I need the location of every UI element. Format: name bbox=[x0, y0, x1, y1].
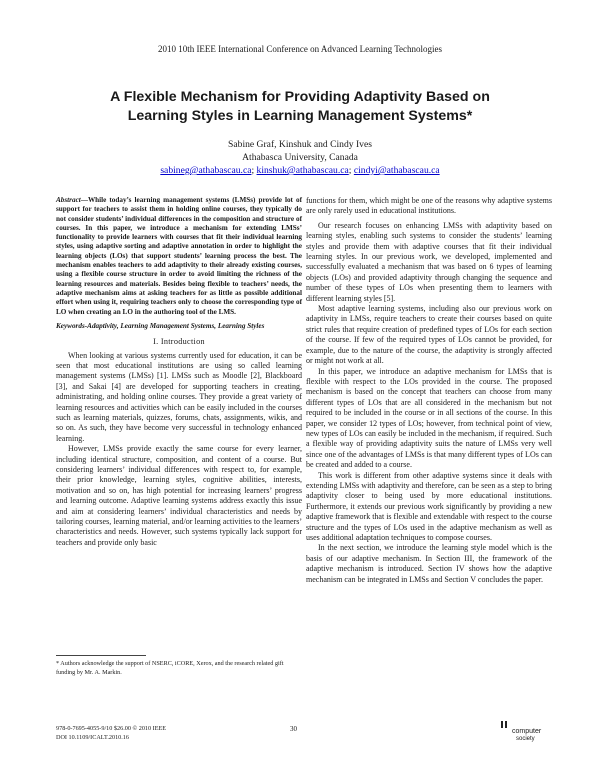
abstract bbox=[56, 196, 302, 317]
computer-society-logo bbox=[500, 720, 550, 746]
email-separator-1: ; bbox=[251, 165, 255, 176]
left-column bbox=[56, 196, 302, 548]
footnote-divider bbox=[56, 655, 146, 656]
abstract-text: —While today’s learning management systems (LMSs) provide lot of support for teachers to assist them in holding online courses, they typically do not consider students’ individual differences in the composition and structure of courses. In this paper, we introduce a mechanism for extending LMSs’ functionality to provide learners with courses that fit their individual learning styles, using adaptive sorting and adaptive annotation in order to highlight the learning objects (LOs) that support students’ learning process the best. The mechanism enables teachers to add adaptivity to their already existing courses, using a flexible course structure in order to avoid limiting the richness of the learning resources and materials. Besides being flexible to teachers’ needs, the adaptive mechanism aims at asking teachers for as little as possible additional effort when using it, requiring teachers only to choose the corresponding type of LO when creating an LO in the authoring tool of the LMS. bbox=[56, 196, 302, 316]
paragraph-1: When looking at various systems currently used for education, it can be seen that most educational institutions are using so called learning management systems (LMSs) [1]. LMSs such as Moodle [2], Blackboard [3], and Sakai [4] are developed for supporting teachers in creating, administrating, and holding online courses. They provide a great variety of learning resources and activities which can be easily included in the courses such as learning materials, quizzes, forums, chats, assignments, wikis, and so on. As such, they have become very successful in technology enhanced learning. bbox=[56, 350, 302, 443]
email-link-3[interactable]: cindyi@athabascau.ca bbox=[353, 165, 440, 176]
paragraph-6: In this paper, we introduce an adaptive mechanism for LMSs that is flexible with respect to the LOs provided in the course. The proposed mechanism is based on the concept that teachers can choose from many different types of LOs that are all considered in the mechanism but not required to be included in the course or in all sections of the course. In this paper, we consider 12 types of LOs; however, from technical point of view, new types of LOs can easily be included in the mechanism, if required. Such a flexible way of providing adaptivity suits the nature of LMSs very well since one of the advantages of LMSs is that many different types of LOs can be created and added to a course. bbox=[306, 366, 552, 470]
paragraph-4: Our research focuses on enhancing LMSs with adaptivity based on learning styles, enabling such systems to consider the students’ learning styles and provide them with adaptive courses that fit their individual learning styles. In our previous work, we developed, implemented and successfully evaluated a mechanism that was based on 6 types of learning objects (LOs) and provided adaptivity through changing the sequence and number of these types of LOs when presenting them to learners with different learning styles [5]. bbox=[306, 220, 552, 303]
paragraph-5: Most adaptive learning systems, including also our previous work on adaptivity in LMSs, require teachers to create their courses based on quite strict rules that require creation of predefined types of LOs for each section of the course. If few of the required types of LOs cannot be provided, for example, due to the nature of the course, the adaptivity is strongly affected or might not work at all. bbox=[306, 304, 552, 366]
footer-doi: DOI 10.1109/ICALT.2010.16 bbox=[56, 733, 129, 741]
author-emails bbox=[0, 164, 600, 177]
right-column bbox=[306, 196, 552, 585]
keywords: Keywords-Adaptivity, Learning Management Systems, Learning Styles bbox=[56, 321, 265, 330]
logo-text-society: society bbox=[516, 736, 535, 742]
title-line-1: A Flexible Mechanism for Providing Adaptivity Based on bbox=[110, 89, 490, 105]
conference-header: 2010 10th IEEE International Conference on Advanced Learning Technologies bbox=[157, 44, 443, 54]
page-number: 30 bbox=[290, 725, 297, 733]
footer-publication-info bbox=[56, 725, 166, 742]
paragraph-8: In the next section, we introduce the learning style model which is the basis of our adaptive mechanism. In Section III, the framework of the adaptive mechanism is introduced. Section IV shows how the adaptive mechanism can be integrated in LMSs and Section V concludes the paper. bbox=[306, 543, 552, 584]
title-line-2: Learning Styles in Learning Management Systems* bbox=[127, 108, 473, 124]
paragraph-7: This work is different from other adaptive systems since it deals with extending LMSs with adaptivity and therefore, can be seen as a step to bring adaptivity closer to being used by more educational institutions. Furthermore, it extends our previous work significantly by providing a new adaptive framework that is flexible and extendable with respect to the course structure and the types of LOs used in the adaptive mechanism as well as uses additional adaptation techniques to compose courses. bbox=[306, 470, 552, 542]
author-names: Sabine Graf, Kinshuk and Cindy Ives bbox=[228, 139, 372, 150]
paper-title bbox=[60, 88, 540, 126]
section-heading-introduction: I. Introduction bbox=[153, 337, 205, 347]
footer-isbn: 978-0-7695-4055-9/10 $26.00 © 2010 IEEE bbox=[56, 725, 167, 732]
email-link-1[interactable]: sabineg@athabascau.ca bbox=[160, 165, 252, 176]
footnote: * Authors acknowledge the support of NSERC, iCORE, Xerox, and the research related gift funding by Mr. A. Markin. bbox=[56, 660, 284, 676]
abstract-label: Abstract bbox=[56, 196, 81, 204]
affiliation: Athabasca University, Canada bbox=[242, 152, 358, 163]
email-link-2[interactable]: kinshuk@athabascau.ca bbox=[256, 165, 349, 176]
logo-text-computer: computer bbox=[512, 728, 542, 735]
email-separator-2: ; bbox=[348, 165, 352, 176]
author-block bbox=[0, 138, 600, 177]
paragraph-3: functions for them, which might be one of the reasons why adaptive systems are only rarely used in educational institutions. bbox=[306, 196, 552, 216]
paragraph-2: However, LMSs provide exactly the same course for every learner, including identical structure, composition, and content of a course. But considering learners’ individual differences with respect to, for example, their prior knowledge, learning styles, cognitive abilities, interests, motivation and so on, has high potential for increasing learners’ progress and learning outcome. Adaptive learning systems address exactly this issue and aim at considering learners’ individual characteristics and needs by tailoring courses, learning material, and/or learning activities to the learners’ characteristics and needs. However, such systems typically lack support for teachers and provide only basic bbox=[56, 444, 302, 547]
